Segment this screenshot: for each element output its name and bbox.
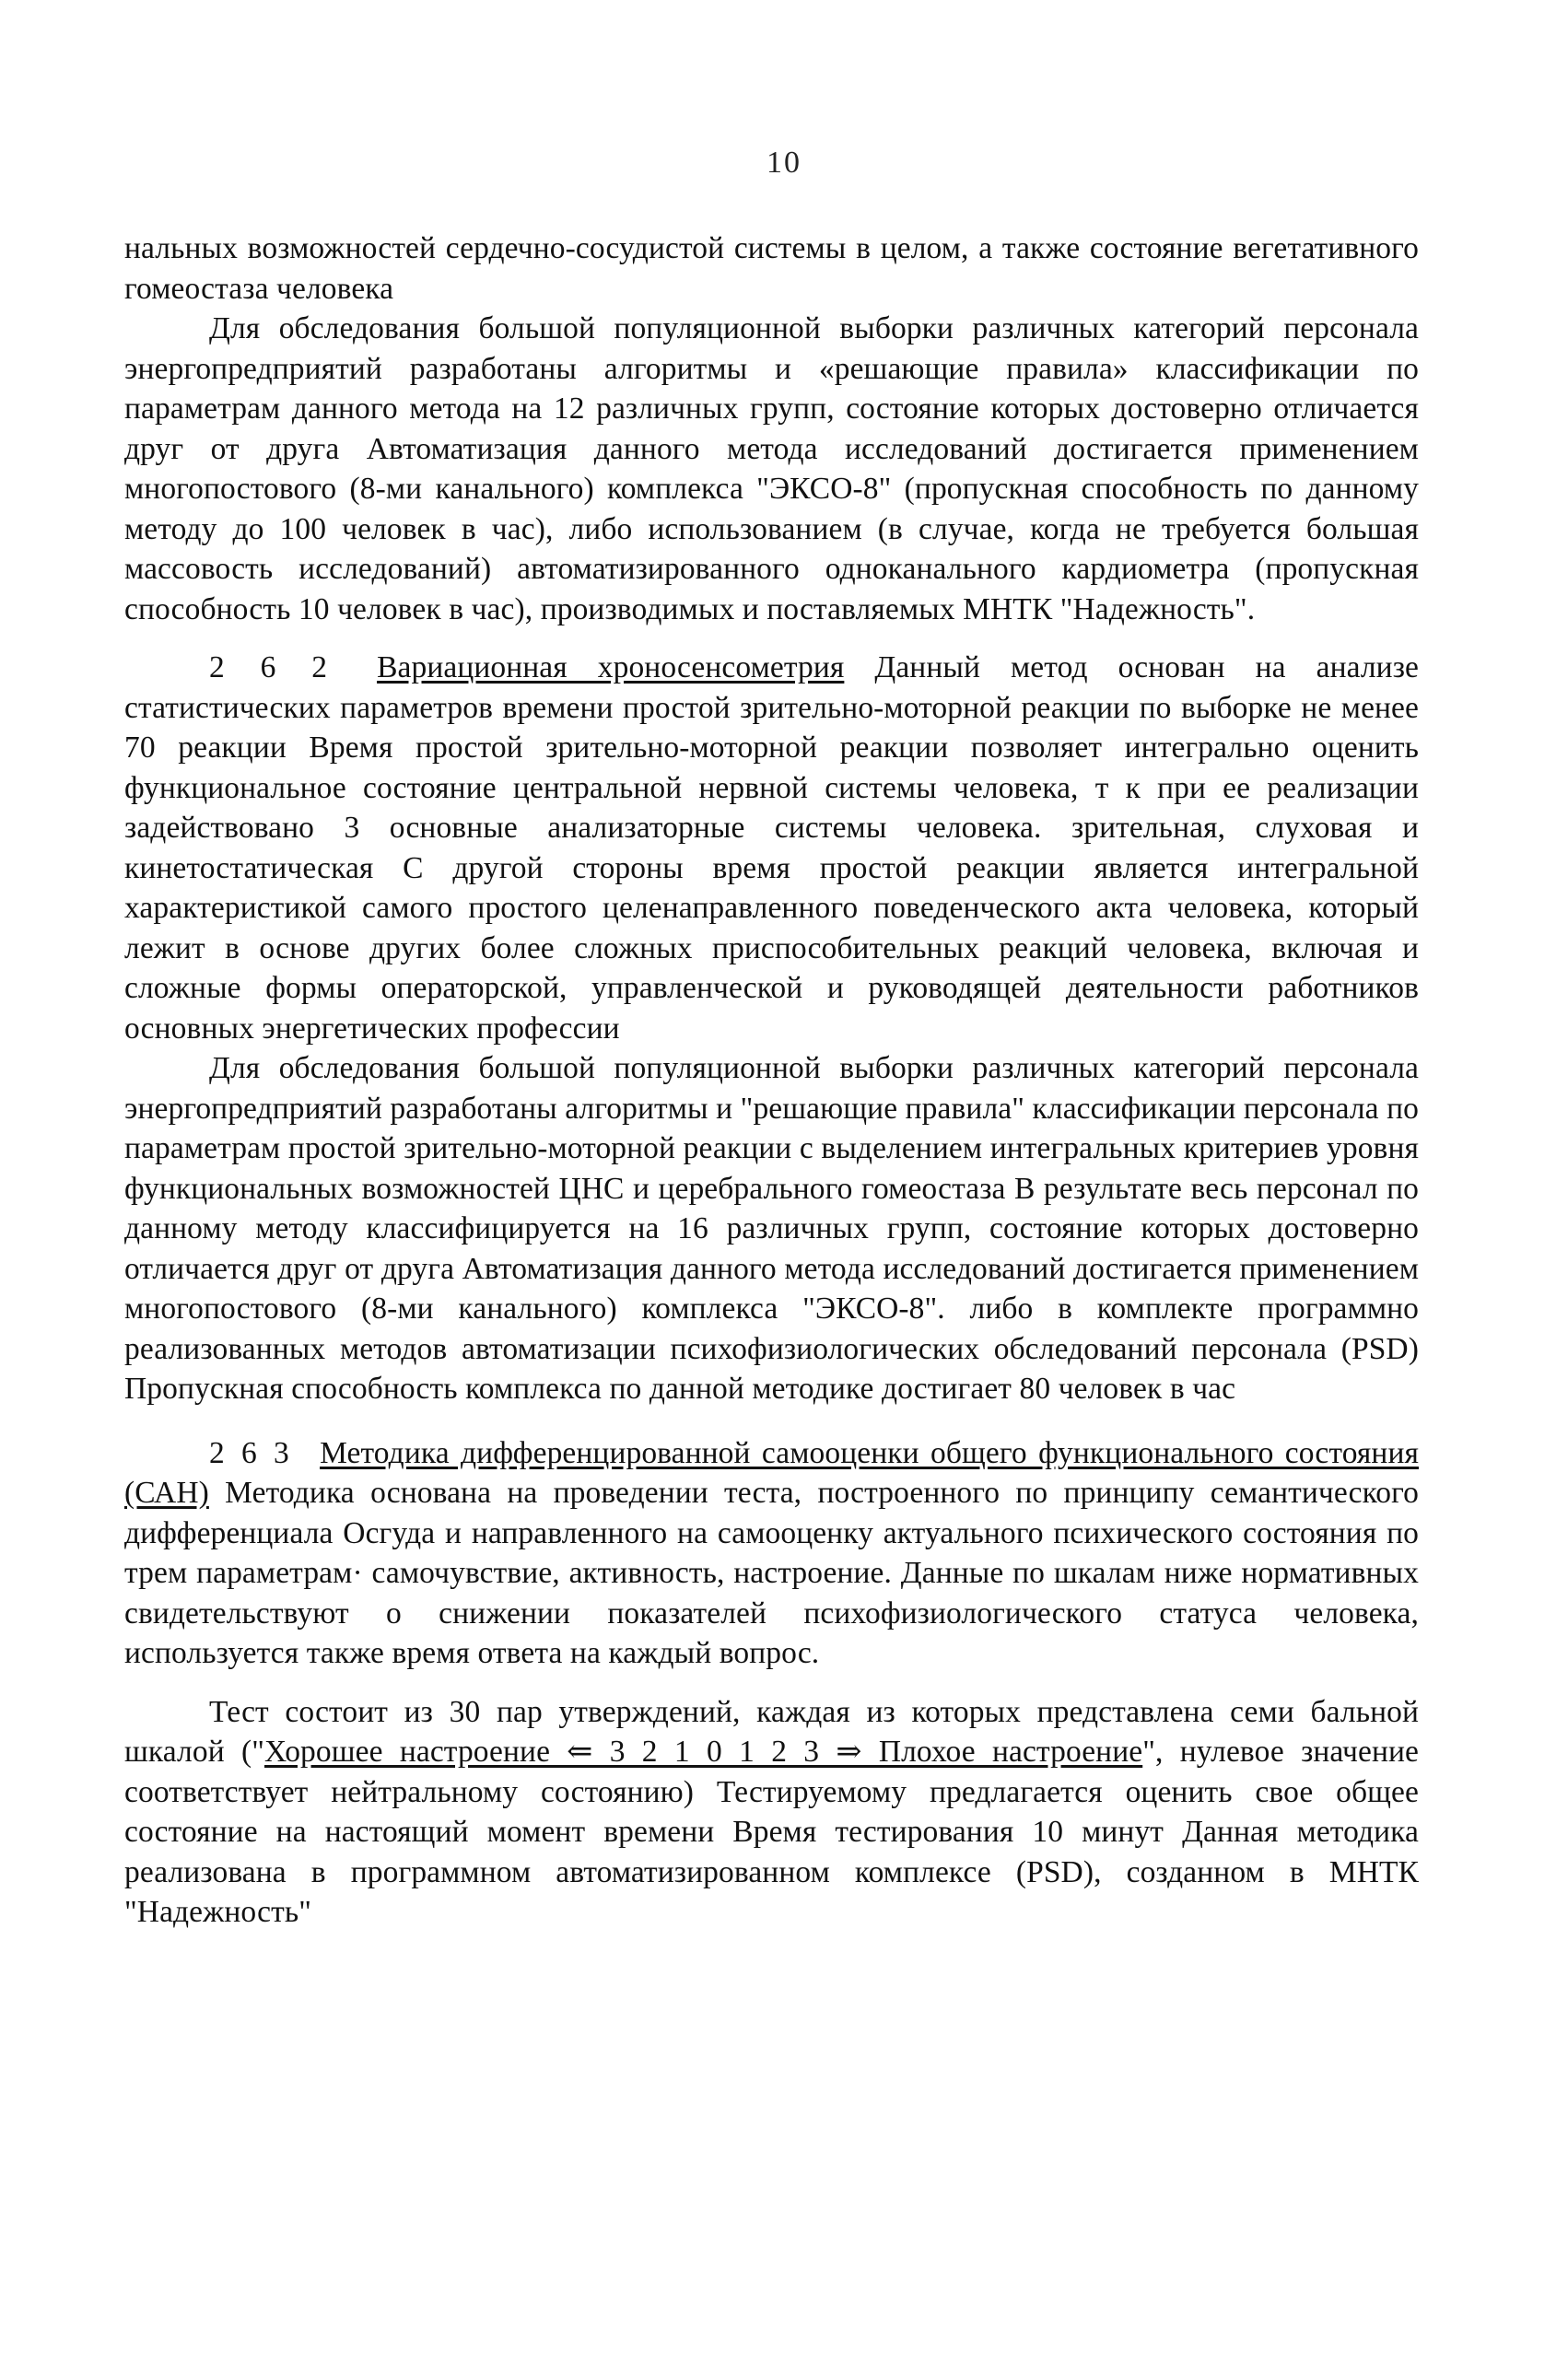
paragraph-text: Для обследования большой популяционной выборки различных категорий персонала энергопредприятий разработаны алгоритмы и «решающие правила» классификации по параметрам данного метода на 12 различных групп, состояние которых достоверно отличается друг от друга Автоматизация данного метода исследований достигается применением многопостового (8-ми канального) комплекса "ЭКСО-8" (пропускная способность по данному методу до 100 человек в час), либо использованием (в случае, когда не требуется большая массовость исследований) автоматизированного одноканального кардиометра (пропускная способность 10 человек в час), производимых и поставляемых МНТК "Надежность". xyxy=(124,311,1419,626)
paragraph-text: Данный метод основан на анализе статистических параметров времени простой зрительно-моторной реакции по выборке не менее 70 реакции Время простой зрительно-моторной реакции позволяет интегрально оценить функциональное состояние центральной нервной системы человека, т к при ее реализации задействовано 3 основные анализаторные системы человека. зрительная, слуховая и кинетостатическая С другой стороны время простой реакции является интегральной характеристикой самого простого целенаправленного поведенческого акта человека, который лежит в основе других более сложных приспособительных реакций человека, включая и сложные формы операторской, управленческой и руководящей деятельности работников основных энергетических профессии xyxy=(124,650,1420,1046)
section-number: 2 6 3 xyxy=(209,1435,292,1470)
rating-scale: Хорошее настроение ⇐ 3 2 1 0 1 2 3 ⇒ Плохое настроение xyxy=(264,1735,1143,1769)
section-number: 2 6 2 xyxy=(209,650,331,684)
paragraph-1 xyxy=(124,228,1419,309)
paragraph-text: ", нулевое значение соответствует нейтральному состоянию) Тестируемому предлагается оценить свое общее состояние на настоящий момент времени Время тестирования 10 минут Данная методика реализована в программном автоматизированном комплексе (PSD), созданном в МНТК "Надежность" xyxy=(124,1735,1420,1929)
document-body xyxy=(124,228,1419,1933)
section-heading: Методика дифференцированной самооценки общего функционального состояния (САН) xyxy=(124,1435,1419,1510)
section-heading: Вариационная хроносенсометрия xyxy=(377,650,845,684)
paragraph-6 xyxy=(124,1692,1419,1933)
paragraph-text: Тест состоит из 30 пар утверждений, каждая из которых представлена семи бальной шкалой (" xyxy=(124,1694,1419,1769)
paragraph-2 xyxy=(124,309,1419,629)
paragraph-text: нальных возможностей сердечно-сосудистой системы в целом, а также состояние вегетативного гомеостаза человека xyxy=(124,231,1419,306)
paragraph-4 xyxy=(124,1048,1419,1409)
paragraph-text: Методика основана на проведении теста, построенного по принципу семантического дифференциала Осгуда и направленного на самооценку актуального психического состояния по трем параметрам· самочувствие, активность, настроение. Данные по шкалам ниже нормативных свидетельствуют о снижении показателей психофизиологического статуса человека, используется также время ответа на каждый вопрос. xyxy=(124,1476,1419,1670)
paragraph-text: Для обследования большой популяционной выборки различных категорий персонала энергопредприятий разработаны алгоритмы и "решающие правила" классификации персонала по параметрам простой зрительно-моторной реакции с выделением интегральных критериев уровня функциональных возможностей ЦНС и церебрального гомеостаза В результате весь персонал по данному методу классифицируется на 16 различных групп, состояние которых достоверно отличается друг от друга Автоматизация данного метода исследований достигается применением многопостового (8-ми канального) комплекса "ЭКСО-8". либо в комплекте программно реализованных методов автоматизации психофизиологических обследований персонала (PSD) Пропускная способность комплекса по данной методике достигает 80 человек в час xyxy=(124,1051,1419,1406)
page-number: 10 xyxy=(766,146,802,180)
section-2-6-3 xyxy=(124,1433,1419,1674)
section-2-6-2 xyxy=(124,648,1419,1048)
